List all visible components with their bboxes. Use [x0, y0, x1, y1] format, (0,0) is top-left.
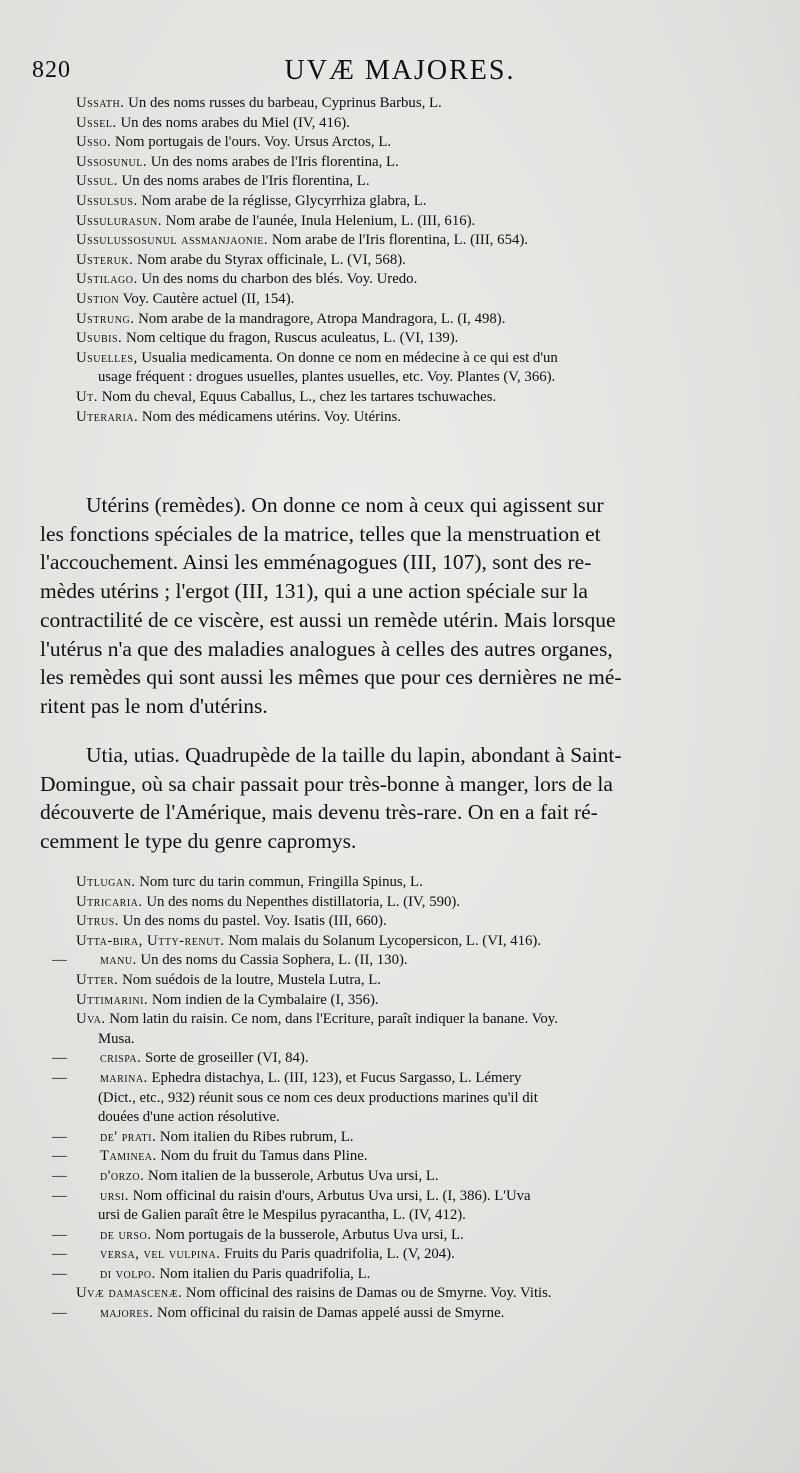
dictionary-entry — [40, 114, 785, 134]
entry-definition: Nom arabe de la mandragore, Atropa Mandragora, L. (I, 498). — [138, 310, 506, 327]
entry-definition: Nom officinal du raisin de Damas appelé aussi de Smyrne. — [156, 1305, 505, 1322]
dictionary-entry: usage fréquent : drogues usuelles, plantes usuelles, etc. Voy. Plantes (V, 366). — [98, 369, 556, 386]
dictionary-entry — [40, 1304, 785, 1324]
entry-definition: Un des noms arabes du Miel (IV, 416). — [120, 114, 350, 131]
dictionary-entry — [40, 94, 785, 114]
top-entries — [40, 94, 785, 427]
entry-headword: crispa. — [100, 1050, 142, 1067]
entry-headword: Ustion — [76, 290, 120, 307]
entry-headword: Utricaria. — [76, 893, 143, 910]
entry-headword: de urso. — [100, 1226, 152, 1243]
entry-headword: Ustilago. — [76, 271, 138, 288]
entry-headword: Utta-bira, Utty-renut. — [76, 932, 225, 949]
dictionary-entry — [40, 971, 785, 991]
entry-definition: Nom suédois de la loutre, Mustela Lutra, L. — [122, 971, 381, 988]
entry-definition: Sorte de groseiller (VI, 84). — [145, 1050, 309, 1067]
entry-definition: Nom arabe de l'aunée, Inula Helenium, L. (III, 616). — [165, 212, 476, 229]
dictionary-entry — [40, 290, 785, 310]
dictionary-entry — [40, 133, 785, 153]
dictionary-entry — [40, 349, 785, 369]
entry-definition: Nom officinal des raisins de Damas ou de Smyrne. Voy. Vitis. — [185, 1285, 552, 1302]
entry-definition: Nom celtique du fragon, Ruscus aculeatus, L. (VI, 139). — [125, 330, 459, 347]
entry-dash: — — [52, 1050, 67, 1067]
entry-definition: Un des noms du charbon des blés. Voy. Uredo. — [141, 271, 418, 288]
paragraph-line: l'accouchement. Ainsi les emménagogues (III, 107), sont des re- — [40, 550, 592, 575]
dictionary-entry — [40, 1010, 785, 1030]
entry-dash: — — [52, 1187, 67, 1204]
paragraph-line: Domingue, où sa chair passait pour très-bonne à manger, lors de la — [40, 771, 613, 796]
entry-headword: Usuelles, — [76, 349, 138, 366]
entry-headword: Ussulurasun. — [76, 212, 162, 229]
entry-definition: Nom indien de la Cymbalaire (I, 356). — [151, 991, 379, 1008]
dictionary-entry: (Dict., etc., 932) réunit sous ce nom ces deux productions marines qu'il dit — [98, 1089, 538, 1106]
entry-definition: Nom officinal du raisin d'ours, Arbutus Uva ursi, L. (I, 386). L'Uva — [132, 1187, 531, 1204]
entry-headword: manu. — [100, 952, 137, 969]
entry-headword: Usteruk. — [76, 251, 134, 268]
entry-dash: — — [52, 1069, 67, 1086]
dictionary-entry — [40, 192, 785, 212]
entry-definition: Nom du fruit du Tamus dans Pline. — [160, 1148, 368, 1165]
paragraph-line: découverte de l'Amérique, mais devenu très-rare. On en a fait ré- — [40, 800, 598, 825]
paragraph-line: Utérins (remèdes). On donne ce nom à ceux qui agissent sur — [86, 493, 604, 517]
entry-definition: Un des noms du pastel. Voy. Isatis (III, 660). — [122, 913, 387, 930]
entry-headword: Uttimarini. — [76, 991, 149, 1008]
entry-dash: — — [52, 1167, 67, 1184]
entry-headword: Ussath. — [76, 95, 125, 111]
dictionary-entry — [40, 1147, 785, 1167]
entry-definition: Ephedra distachya, L. (III, 123), et Fucus Sargasso, L. Lémery — [151, 1069, 522, 1086]
entry-headword: Uva. — [76, 1011, 106, 1028]
entry-definition: Voy. Cautère actuel (II, 154). — [122, 290, 295, 307]
entry-headword: ursi. — [100, 1187, 129, 1204]
dictionary-entry — [40, 1069, 785, 1089]
entry-dash: — — [52, 952, 67, 969]
entry-headword: majores. — [100, 1305, 154, 1322]
paragraph-line: cemment le type du genre capromys. — [40, 829, 357, 854]
entry-definition: Un des noms du Cassia Sophera, L. (II, 130). — [140, 952, 408, 969]
dictionary-entry — [40, 1049, 785, 1069]
dictionary-entry — [40, 1128, 785, 1148]
dictionary-entry: Musa. — [98, 1030, 135, 1047]
entry-dash: — — [52, 1305, 67, 1322]
entry-headword: Utrus. — [76, 913, 119, 930]
entry-definition: Nom arabe de la réglisse, Glycyrrhiza glabra, L. — [141, 192, 427, 209]
bottom-entries — [40, 873, 785, 1324]
entry-dash: — — [52, 1265, 67, 1282]
entry-headword: Usso. — [76, 134, 112, 151]
dictionary-entry — [40, 932, 785, 952]
dictionary-entry — [40, 388, 785, 408]
dictionary-entry — [40, 1187, 785, 1207]
entry-definition: Nom portugais de l'ours. Voy. Ursus Arctos, L. — [114, 134, 392, 151]
entry-definition: Nom latin du raisin. Ce nom, dans l'Ecriture, paraît indiquer la banane. Voy. — [109, 1011, 558, 1028]
entry-definition: Nom malais du Solanum Lycopersicon, L. (VI, 416). — [228, 932, 542, 949]
entry-definition: Fruits du Paris quadrifolia, L. (V, 204). — [224, 1246, 455, 1263]
dictionary-entry: douées d'une action résolutive. — [98, 1109, 280, 1126]
entry-headword: Ussulsus. — [76, 192, 138, 209]
dictionary-entry — [40, 329, 785, 349]
dictionary-entry — [40, 912, 785, 932]
dictionary-entry — [40, 408, 785, 428]
entry-definition: Un des noms arabes de l'Iris florentina, L. — [150, 153, 399, 170]
entry-definition: Nom portugais de la busserole, Arbutus Uva ursi, L. — [155, 1226, 464, 1243]
entry-headword: Ussosunul. — [76, 153, 148, 170]
entry-definition: Nom des médicamens utérins. Voy. Utérins. — [141, 408, 401, 425]
entry-definition: Nom arabe de l'Iris florentina, L. (III, 654). — [271, 232, 528, 249]
dictionary-entry — [40, 1167, 785, 1187]
entry-headword: Ussulussosunul assmanjaonie. — [76, 232, 269, 249]
paragraph-line: Utia, utias. Quadrupède de la taille du lapin, abondant à Saint- — [86, 743, 622, 767]
entry-headword: Ut. — [76, 388, 98, 405]
dictionary-entry — [40, 1265, 785, 1285]
entry-dash: — — [52, 1128, 67, 1145]
entry-definition: Nom arabe du Styrax officinale, L. (VI, 568). — [136, 251, 406, 268]
page-number: 820 — [32, 57, 71, 83]
entry-headword: marina. — [100, 1069, 148, 1086]
entry-dash: — — [52, 1148, 67, 1165]
entry-dash: — — [52, 1246, 67, 1263]
dictionary-entry: ursi de Galien paraît être le Mespilus pyracantha, L. (IV, 412). — [98, 1207, 466, 1224]
entry-headword: d'orzo. — [100, 1167, 145, 1184]
page-header — [30, 55, 770, 89]
entry-headword: Taminea. — [100, 1148, 157, 1165]
entry-definition: Usualia medicamenta. On donne ce nom en médecine à ce qui est d'un — [141, 349, 558, 366]
entry-definition: Nom turc du tarin commun, Fringilla Spinus, L. — [139, 874, 423, 890]
entry-headword: Ussel. — [76, 114, 117, 131]
dictionary-entry — [40, 951, 785, 971]
paragraph-line: les remèdes qui sont aussi les mêmes que pour ces dernières ne mé- — [40, 665, 622, 690]
dictionary-entry — [40, 991, 785, 1011]
dictionary-entry — [40, 153, 785, 173]
paragraph-line: contractilité de ce viscère, est aussi un remède utérin. Mais lorsque — [40, 607, 616, 632]
entry-definition: Un des noms arabes de l'Iris florentina, L. — [121, 173, 370, 190]
dictionary-entry — [40, 172, 785, 192]
dictionary-entry — [40, 310, 785, 330]
paragraph-line: ritent pas le nom d'utérins. — [40, 693, 268, 718]
entry-definition: Un des noms russes du barbeau, Cyprinus Barbus, L. — [128, 95, 442, 111]
entry-definition: Nom italien du Ribes rubrum, L. — [159, 1128, 354, 1145]
entry-definition: Nom italien de la busserole, Arbutus Uva ursi, L. — [148, 1167, 439, 1184]
dictionary-entry — [40, 212, 785, 232]
utia-paragraph — [40, 741, 785, 856]
entry-headword: versa, vel vulpina. — [100, 1246, 221, 1263]
entry-headword: Utlugan. — [76, 874, 136, 890]
entry-headword: Utter. — [76, 971, 119, 988]
entry-definition: Un des noms du Nepenthes distillatoria, L. (IV, 590). — [146, 893, 461, 910]
dictionary-entry — [40, 1284, 785, 1304]
paragraph-line: mèdes utérins ; l'ergot (III, 131), qui a une action spéciale sur la — [40, 579, 588, 604]
entry-definition: Nom italien du Paris quadrifolia, L. — [159, 1265, 371, 1282]
entry-headword: Ussul. — [76, 173, 118, 190]
entry-dash: — — [52, 1226, 67, 1243]
entry-headword: Usubis. — [76, 330, 123, 347]
dictionary-entry — [40, 1245, 785, 1265]
dictionary-entry — [40, 1226, 785, 1246]
paragraph-line: l'utérus n'a que des maladies analogues à celles des autres organes, — [40, 636, 613, 661]
entry-definition: Nom du cheval, Equus Caballus, L., chez les tartares tschuwaches. — [101, 388, 497, 405]
dictionary-entry — [40, 893, 785, 913]
dictionary-entry — [40, 873, 785, 893]
entry-headword: di volpo. — [100, 1265, 156, 1282]
paragraph-line: les fonctions spéciales de la matrice, telles que la menstruation et — [40, 521, 601, 546]
entry-headword: Ustrung. — [76, 310, 135, 327]
running-title: UVÆ MAJORES. — [284, 55, 516, 86]
dictionary-entry — [40, 231, 785, 251]
dictionary-entry — [40, 251, 785, 271]
entry-headword: Uvæ damascenæ. — [76, 1285, 183, 1302]
dictionary-entry — [40, 270, 785, 290]
entry-headword: Uteraria. — [76, 408, 139, 425]
entry-headword: de' prati. — [100, 1128, 157, 1145]
uterins-paragraph — [40, 491, 785, 721]
